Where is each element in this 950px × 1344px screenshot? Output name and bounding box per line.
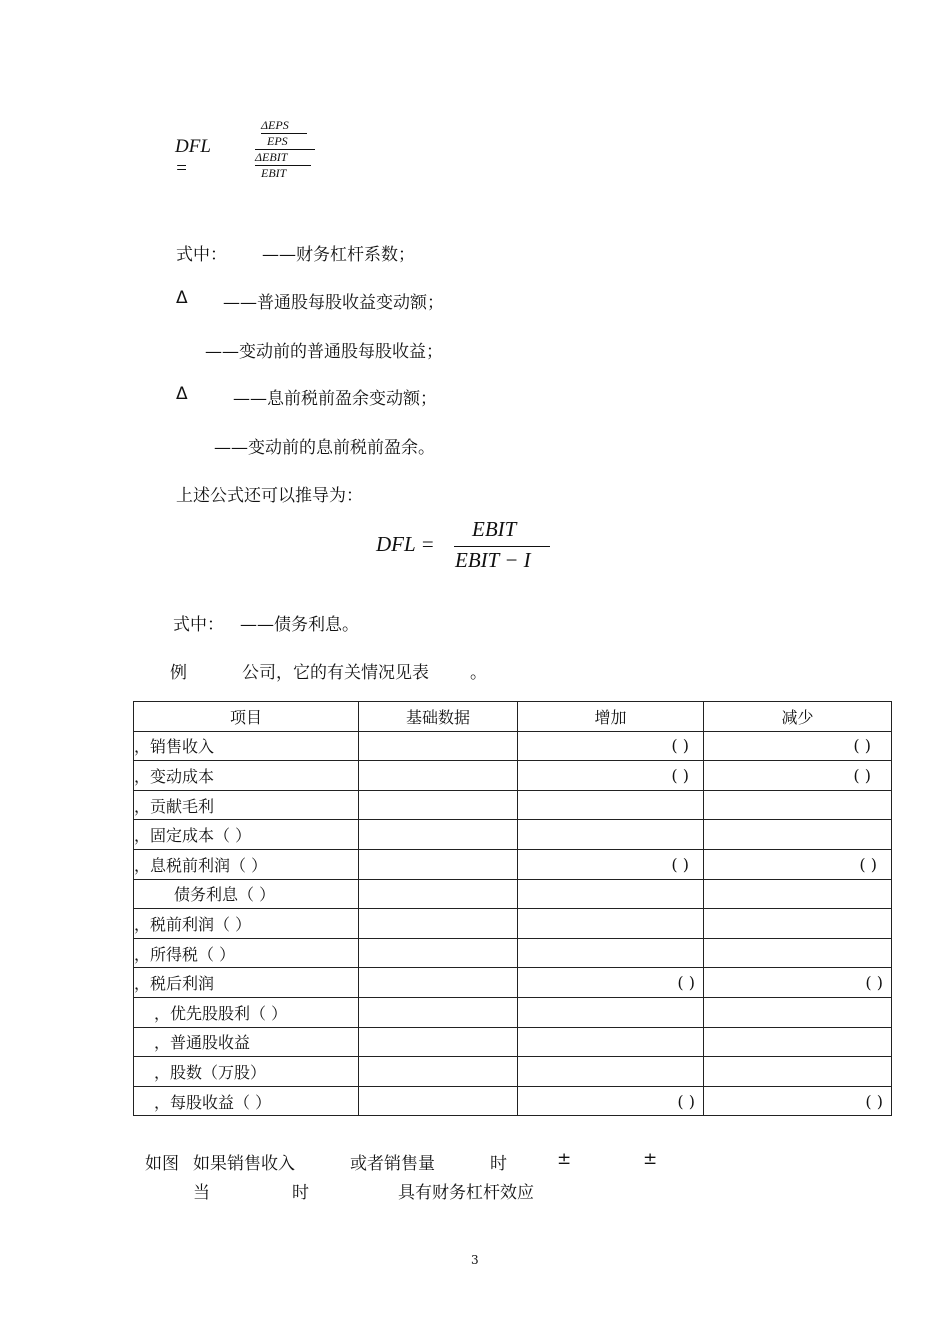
line-ebit-change: ——息前税前盈余变动额； [233,389,437,409]
header-item: 项目 [134,702,359,732]
dec-cell [704,1027,892,1057]
row-label: ，固定成本（ ） [134,820,359,850]
footer-rutu: 如图 [145,1154,179,1174]
line-shizhong-2: 式中： [173,615,224,635]
row-label: ，所得税（ ） [134,938,359,968]
footer-sales-revenue: 如果销售收入 [193,1154,295,1174]
table-row [134,1027,892,1057]
inc-cell [518,1027,704,1057]
inc-cell: ( ) [518,849,704,879]
table-row [134,1086,892,1116]
footer-plusminus-1: ± [557,1149,572,1169]
example-label: 例 [170,663,187,683]
row-label: ，息税前利润（ ） [134,849,359,879]
base-cell [359,1027,518,1057]
line-dfl-definition: ——财务杠杆系数； [262,245,415,265]
formula1-num-bottom: EPS [267,134,288,148]
dec-cell [704,790,892,820]
financial-table [133,701,892,1116]
row-label: ，股数（万股） [134,1057,359,1087]
row-label: 债务利息（ ） [134,879,359,909]
table-row [134,909,892,939]
table-row [134,968,892,998]
line-shizhong-1: 式中： [176,245,227,265]
row-label: ，变动成本 [134,761,359,791]
formula2-lhs: DFL = [376,532,435,556]
base-cell [359,1057,518,1087]
footer-leverage-effect: 具有财务杠杆效应 [398,1183,534,1203]
formula1-den-bottom: EBIT [261,166,287,180]
row-label: ，税后利润 [134,968,359,998]
delta-symbol-1: Δ [176,288,188,308]
dec-cell [704,820,892,850]
footer-plusminus-2: ± [643,1149,658,1169]
base-cell [359,997,518,1027]
formula2-den: EBIT − I [455,548,531,572]
page-number: 3 [471,1253,479,1267]
table-header-row [134,702,892,732]
dec-cell [704,997,892,1027]
dec-cell [704,909,892,939]
table-row [134,938,892,968]
base-cell [359,909,518,939]
dec-cell [704,879,892,909]
inc-cell [518,790,704,820]
inc-cell: ( ) [518,1086,704,1116]
row-label: ，销售收入 [134,731,359,761]
table-row [134,1057,892,1087]
example-period: 。 [470,663,487,683]
table-row [134,731,892,761]
dec-cell: ( ) [704,968,892,998]
dec-cell: ( ) [704,849,892,879]
delta-symbol-2: Δ [176,384,188,404]
base-cell [359,790,518,820]
header-increase: 增加 [518,702,704,732]
base-cell [359,1086,518,1116]
inc-cell: ( ) [518,761,704,791]
line-eps-change: ——普通股每股收益变动额； [223,293,444,313]
dec-cell: ( ) [704,731,892,761]
inc-cell [518,909,704,939]
base-cell [359,761,518,791]
line-eps-before: ——变动前的普通股每股收益； [205,342,443,362]
base-cell [359,879,518,909]
formula1-num-top: ΔEPS [261,118,289,132]
footer-shi-1: 时 [490,1154,507,1174]
formula1-den-top: ΔEBIT [255,150,288,164]
base-cell [359,820,518,850]
formula2-num: EBIT [472,517,517,541]
line-interest-definition: ——债务利息。 [240,615,359,635]
table-row [134,997,892,1027]
table-row [134,790,892,820]
header-base-data: 基础数据 [359,702,518,732]
footer-dang: 当 [193,1183,210,1203]
inc-cell: ( ) [518,731,704,761]
table-row [134,849,892,879]
inc-cell [518,879,704,909]
dec-cell [704,938,892,968]
base-cell [359,968,518,998]
row-label: ，优先股股利（ ） [134,997,359,1027]
line-derivation: 上述公式还可以推导为： [176,486,363,506]
base-cell [359,731,518,761]
inc-cell [518,820,704,850]
base-cell [359,849,518,879]
inc-cell [518,997,704,1027]
table-row [134,820,892,850]
base-cell [359,938,518,968]
inc-cell [518,1057,704,1087]
formula1-lhs: DFL = [175,136,211,179]
row-label: ，每股收益（ ） [134,1086,359,1116]
row-label: ，普通股收益 [134,1027,359,1057]
dec-cell [704,1057,892,1087]
dec-cell: ( ) [704,761,892,791]
inc-cell: ( ) [518,968,704,998]
header-decrease: 减少 [704,702,892,732]
row-label: ，贡献毛利 [134,790,359,820]
footer-shi-2: 时 [292,1183,309,1203]
table-row [134,761,892,791]
row-label: ，税前利润（ ） [134,909,359,939]
table-row [134,879,892,909]
dec-cell: ( ) [704,1086,892,1116]
inc-cell [518,938,704,968]
formula2-bar [454,546,550,547]
line-ebit-before: ——变动前的息前税前盈余。 [214,438,435,458]
example-text: 公司，它的有关情况见表 [242,663,429,683]
footer-sales-volume: 或者销售量 [350,1154,435,1174]
